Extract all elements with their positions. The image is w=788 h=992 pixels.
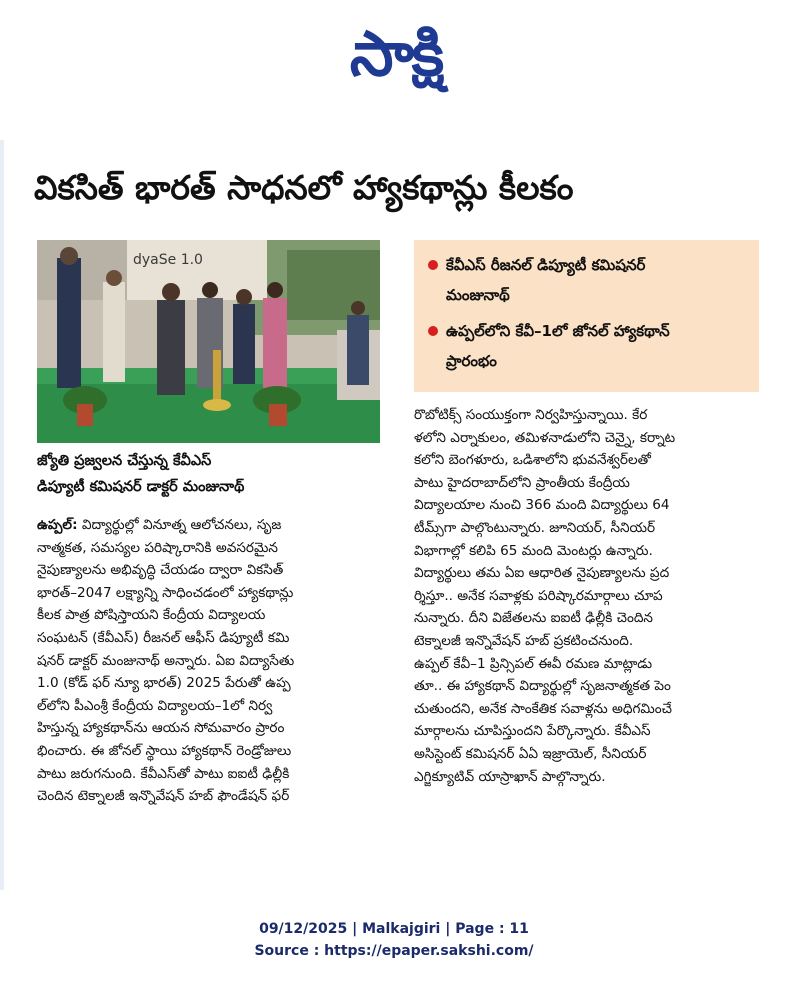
- body-line: విద్యార్థులు తమ ఏఐ ఆధారిత నైపుణ్యాలను ప్రద: [414, 565, 670, 582]
- body-line: [37, 514, 380, 537]
- body-line: షనర్ డాక్టర్ మంజునాథ్ అన్నారు. ఏఐ విద్యాసేతు: [37, 652, 295, 669]
- body-line: హిస్తున్న హ్యాకథాన్‌ను ఆయన సోమవారం ప్రారం: [37, 720, 285, 737]
- body-line: ల్‌లోని పీఎంశ్రీ కేంద్రీయ విద్యాలయ–1లో నిర్వ: [37, 697, 273, 714]
- body-column-left: [37, 514, 380, 808]
- masthead: [0, 0, 788, 110]
- page-footer: [0, 918, 788, 962]
- lamp-lighting-photo: [37, 240, 380, 443]
- body-line: విద్యాలయాల నుంచి 366 మంది విద్యార్థులు 64: [414, 497, 670, 514]
- body-column-right: [414, 404, 759, 788]
- body-line: 1.0 (కోడ్ ఫర్ న్యూ భారత్) 2025 పేరుతో ఉప్ప: [37, 675, 291, 692]
- body-line: తూ.. ఈ హ్యాకథాన్ విద్యార్థుల్లో సృజనాత్మకత పెం: [414, 678, 671, 695]
- body-line: చెందిన టెక్నాలజీ ఇన్నొవేషన్ హబ్ ఫౌండేషన్ ఫర్: [37, 788, 290, 805]
- body-line: మార్గాలను చూపిస్తుందని పేర్కొన్నారు. కేవీఎస్: [414, 723, 651, 740]
- body-line: ళలోని ఎర్నాకులం, తమిళనాడులోని చెన్నై, కర్నాట: [414, 429, 676, 446]
- highlight-item: [428, 316, 749, 376]
- highlight-line: మంజునాథ్: [446, 286, 510, 304]
- bullet-dot-icon: [428, 326, 438, 336]
- body-line: కీలక పాత్ర పోషిస్తాయని కేంద్రీయ విద్యాలయ: [37, 607, 266, 624]
- body-line: నున్నారు. దీని విజేతలను ఐఐటీ ఢిల్లీకి చెందిన: [414, 610, 653, 627]
- highlight-line: ప్రారంభం: [446, 352, 497, 370]
- left-margin-rule: [0, 140, 4, 890]
- body-line: టీమ్స్‌గా పాల్గొంటున్నారు. జూనియర్, సీనియర్: [414, 519, 656, 536]
- body-line: కలోని బెంగళూరు, ఒడిశాలోని భువనేశ్వర్‌లతో: [414, 452, 651, 469]
- photo-banner-text: dyaSe 1.0: [133, 252, 203, 268]
- body-line: ఎగ్జిక్యూటివ్ యాస్రాఖాన్ పాల్గొన్నారు.: [414, 768, 606, 785]
- body-line: విభాగాల్లో కలిపి 65 మంది మెంటర్లు ఉన్నారు.: [414, 542, 653, 559]
- caption-line: జ్యోతి ప్రజ్వలన చేస్తున్న కేవీఎస్: [37, 453, 212, 469]
- body-line: టెక్నాలజీ ఇన్నొవేషన్ హబ్ ప్రకటించనుంది.: [414, 632, 634, 649]
- highlight-line: కేవీఎస్ రీజనల్ డిప్యూటీ కమిషనర్: [446, 256, 646, 274]
- body-line: నాత్మకత, సమస్యల పరిష్కారానికి అవసరమైన: [37, 539, 278, 556]
- logo-text: సాక్షి: [349, 17, 443, 90]
- highlights-box: [414, 240, 759, 392]
- sakshi-logo: [296, 8, 496, 100]
- body-text: విద్యార్థుల్లో వినూత్న ఆలోచనలు, సృజ: [77, 517, 282, 533]
- body-line: రొబోటిక్స్ సంయుక్తంగా నిర్వహిస్తున్నాయి. కేర: [414, 407, 648, 423]
- photo-caption: [37, 448, 380, 500]
- body-line: అసిస్టెంట్ కమిషనర్ ఏఏ ఇజ్రాయెల్, సీనియర్: [414, 745, 647, 762]
- caption-line: డిప్యూటీ కమిషనర్ డాక్టర్ మంజునాథ్: [37, 479, 245, 495]
- body-line: భించారు. ఈ జోనల్ స్థాయి హ్యాకథాన్ రెండ్రోజులు: [37, 742, 292, 759]
- body-line: భారత్–2047 లక్ష్యాన్ని సాధించడంలో హ్యాకథాన్లు: [37, 584, 294, 601]
- body-line: సంఘటన్ (కేవీఎస్) రీజనల్ ఆఫీస్ డిప్యూటీ కమి: [37, 629, 290, 646]
- body-line: పాటు హైదరాబాద్‌లోని ప్రాంతీయ కేంద్రీయ: [414, 474, 630, 491]
- highlight-item: [428, 250, 749, 310]
- bullet-dot-icon: [428, 260, 438, 270]
- body-line: చుతుందని, అనేక సాంకేతిక సవాళ్లను అధిగమించే: [414, 700, 672, 717]
- body-line: నైపుణ్యాలను అభివృద్ధి చేయడం ద్వారా వికసిత్: [37, 562, 284, 579]
- dateline: ఉప్పల్:: [37, 517, 78, 533]
- article-headline: వికసిత్ భారత్ సాధనలో హ్యాకథాన్లు కీలకం: [34, 168, 574, 207]
- article-photo: [37, 240, 380, 443]
- edition-info: 09/12/2025 | Malkajgiri | Page : 11: [259, 921, 529, 937]
- body-line: పాటు జరుగనుంది. కేవీఎస్‌తో పాటు ఐఐటీ ఢిల్లీకి: [37, 765, 290, 782]
- body-line: ఉప్పల్ కేవీ–1 ప్రిన్సిపల్ ఈవీ రమణ మాట్లాడు: [414, 655, 653, 672]
- body-line: ర్శిస్తూ.. అనేక సవాళ్లకు పరిష్కారమార్గాలు చూప: [414, 587, 663, 604]
- source-link[interactable]: Source : https://epaper.sakshi.com/: [254, 943, 534, 959]
- highlight-line: ఉప్పల్‌లోని కేవీ–1లో జోనల్ హ్యాకథాన్: [446, 322, 670, 340]
